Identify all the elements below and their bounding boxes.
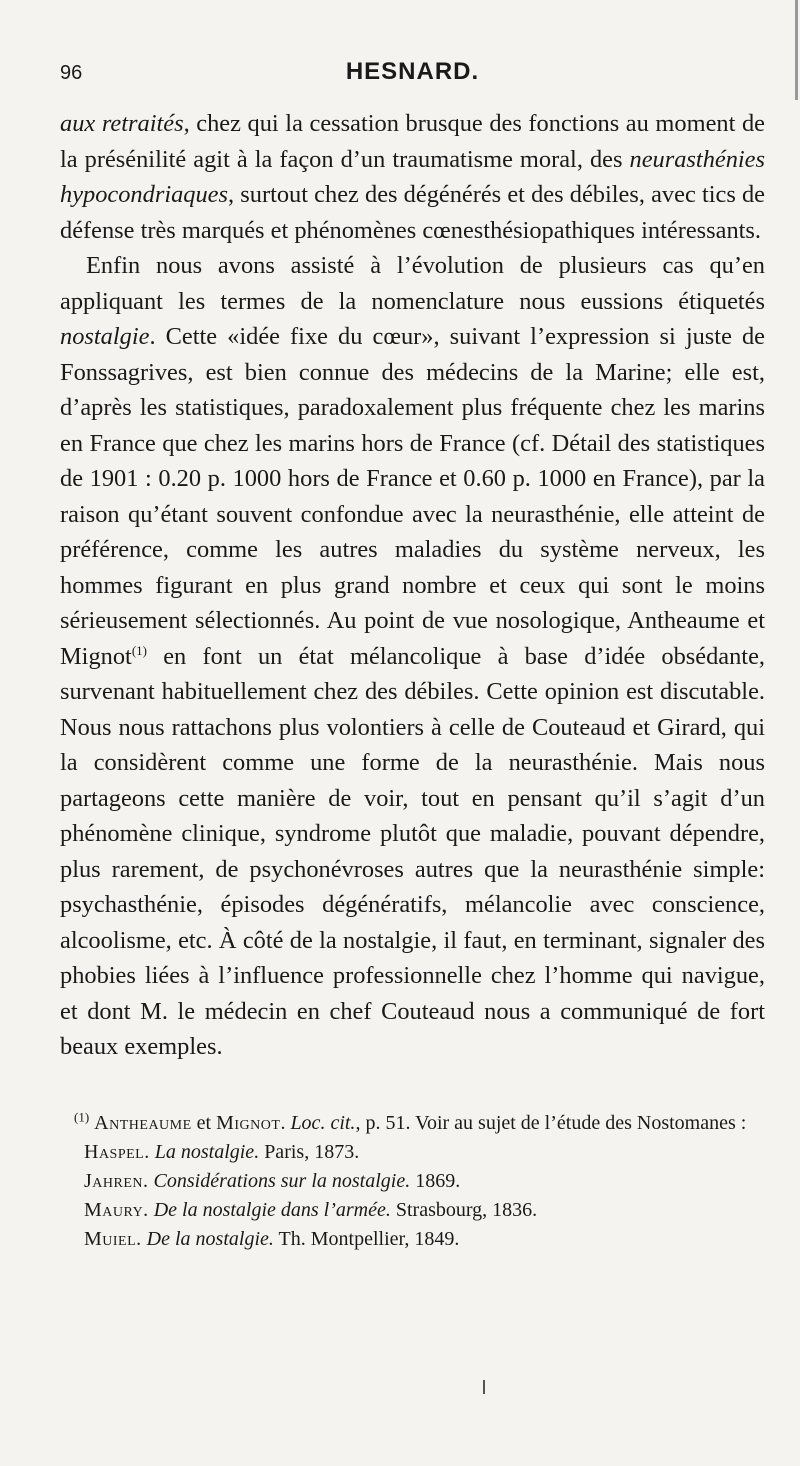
page-header	[60, 50, 765, 100]
ref-details: Th. Montpellier, 1849.	[273, 1227, 460, 1250]
scan-edge-mark	[795, 0, 798, 100]
text-run: , surtout chez des dégénérés et des débiles, avec tics de défense très marqués et phénomènes cœnesthésiopathiques intéressants.	[60, 181, 765, 244]
ref-details: Strasbourg, 1836.	[390, 1198, 538, 1221]
ref-title: Considérations sur la nostalgie.	[153, 1169, 411, 1192]
page-number: 96	[60, 62, 83, 84]
book-page	[60, 50, 765, 1254]
stray-ink-mark	[483, 1380, 485, 1394]
footnote-1	[60, 1109, 765, 1138]
ref-title: De la nostalgie dans l’armée.	[153, 1198, 391, 1221]
text-run: . Cette «idée fixe du cœur», suivant l’expression si juste de Fonssagrives, est bien connue des médecins de la Marine; elle est, d’après les statistiques, paradoxalement plus fréquente chez les marins en France que chez les marins hors de France (cf. Détail des statistiques de 1901 : 0.20 p. 1000 hors de France et 0.60 p. 1000 en France), par la raison qu’étant souvent confondue avec la neurasthénie, elle atteint de préférence, comme les autres maladies du système nerveux, les hommes figurant en plus grand nombre et ceux qui sont le moins sérieusement sélectionnés. Au point de vue nosologique, Antheaume et Mignot	[60, 323, 765, 670]
running-head: HESNARD.	[345, 58, 480, 85]
ref-details: 1869.	[410, 1169, 461, 1192]
text-run: et	[191, 1111, 217, 1134]
footnote-marker: (1)	[74, 1108, 90, 1124]
footnote-author: Antheaume	[94, 1111, 192, 1134]
footnote-ref-item	[60, 1196, 765, 1225]
text-run: .	[280, 1111, 291, 1134]
ref-author: Muiel.	[84, 1227, 142, 1250]
footnote-reference: (1)	[131, 642, 147, 658]
emphasis-text: neurasthénies hypocondriaques	[60, 145, 765, 208]
text-run: Enfin nous avons assisté à l’évolution de plusieurs cas qu’en appliquant les termes de la nomenclature nous eussions étiquetés	[60, 252, 765, 315]
body-text	[60, 106, 765, 1065]
paragraph-1	[60, 106, 765, 248]
footnote-ref-item	[60, 1167, 765, 1196]
paragraph-2	[60, 248, 765, 1065]
text-run: , chez qui la cessation brusque des fonctions au moment de la présénilité agit à la façon d’un traumatisme moral, des	[60, 110, 765, 173]
footnote-ref-item	[60, 1138, 765, 1167]
ref-title: De la nostalgie.	[146, 1227, 274, 1250]
ref-author: Haspel.	[84, 1140, 150, 1163]
emphasis-text: Loc. cit.	[290, 1111, 356, 1134]
ref-author: Jahren.	[84, 1169, 149, 1192]
ref-details: Paris, 1873.	[259, 1140, 360, 1163]
emphasis-text: nostalgie	[60, 323, 150, 350]
ref-author: Maury.	[84, 1198, 149, 1221]
text-run: , p. 51. Voir au sujet de l’étude des Nostomanes :	[355, 1111, 747, 1134]
emphasis-text: aux retraités	[60, 110, 184, 137]
ref-title: La nostalgie.	[154, 1140, 260, 1163]
footnotes	[60, 1109, 765, 1254]
footnote-ref-item	[60, 1225, 765, 1254]
footnote-author: Mignot	[216, 1111, 281, 1134]
text-run: en font un état mélancolique à base d’idée obsédante, survenant habituellement chez des débiles. Cette opinion est discutable. Nous nous rattachons plus volontiers à celle de Couteaud et Girard, qui la considèrent comme une forme de la neurasthénie. Mais nous partageons cette manière de voir, tout en pensant qu’il s’agit d’un phénomène clinique, syndrome plutôt que maladie, pouvant dépendre, plus rarement, de psychonévroses autres que la neurasthénie simple: psychasthénie, épisodes dégénératifs, mélancolie avec conscience, alcoolisme, etc. À côté de la nostalgie, il faut, en terminant, signaler des phobies liées à l’influence professionnelle chez l’homme qui navigue, et dont M. le médecin en chef Couteaud nous a communiqué de fort beaux exemples.	[60, 642, 765, 1060]
